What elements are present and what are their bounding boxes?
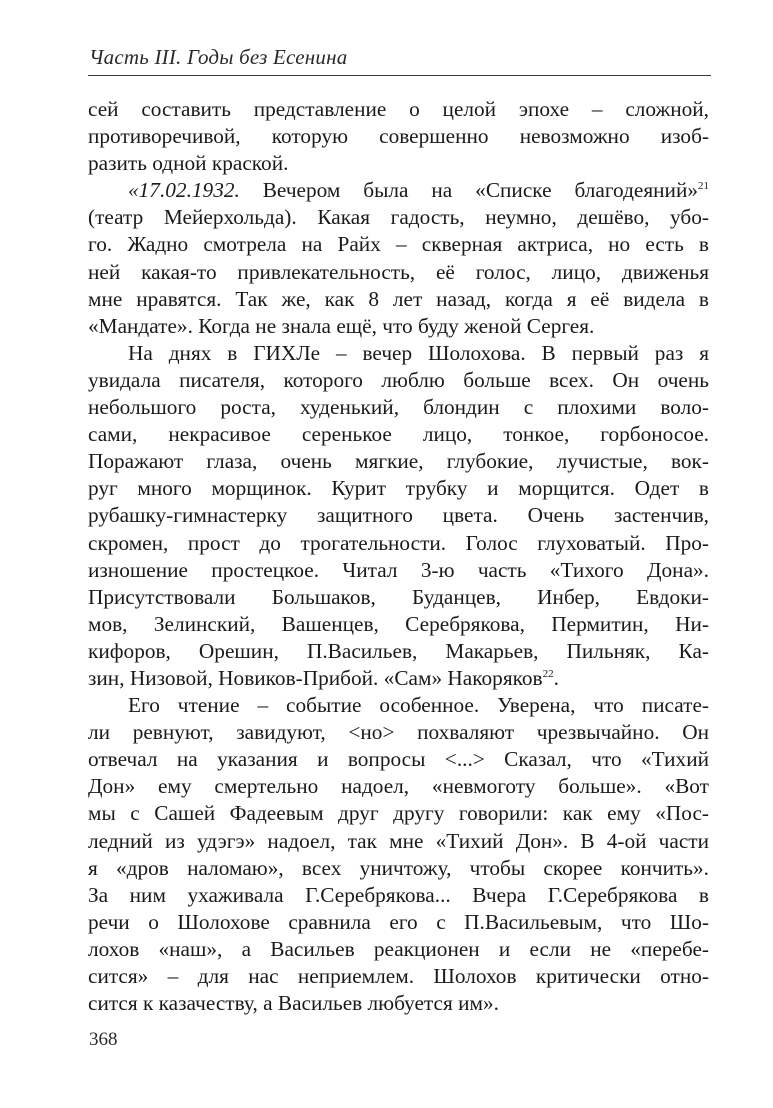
text-line: ли ревнуют, завидуют, <но> похваляют чрезвычайно. Он <box>88 720 709 745</box>
text-fragment: зин, Низовой, Новиков-Прибой. «Сам» Накоряков <box>88 665 543 690</box>
text-line: На днях в ГИХЛе – вечер Шолохова. В первый раз я <box>128 340 709 365</box>
text-line: «Мандате». Когда не знала ещё, что буду женой Сергея. <box>88 313 595 338</box>
running-head: Часть III. Годы без Есенина <box>89 45 348 69</box>
text-line: кифоров, Орешин, П.Васильев, Макарьев, Пильняк, Ка- <box>88 638 709 663</box>
footnote-ref: 21 <box>698 180 709 193</box>
text-line: изношение простецкое. Читал 3-ю часть «Тихого Дона». <box>88 557 709 582</box>
text-line: лохов «наш», а Васильев реакционен и если не «перебе- <box>88 936 709 961</box>
text-line: мы с Сашей Фадеевым друг другу говорили: как ему «Пос- <box>88 801 709 826</box>
footnote-ref: 22 <box>542 667 554 680</box>
diary-date: «17.02.1932. <box>128 178 240 203</box>
text-line: увидала писателя, которого люблю больше всех. Он очень <box>88 367 709 392</box>
text-line: сами, некрасивое серенькое лицо, тонкое, горбоносое. <box>88 422 709 447</box>
text-line: мне нравятся. Так же, как 8 лет назад, когда я её видела в <box>88 286 709 311</box>
text-line: я «дров наломаю», всех уничтожу, чтобы скорее кончить». <box>88 855 709 880</box>
text-line: сится к казачеству, а Васильев любуется им». <box>88 991 499 1016</box>
text-line: мов, Зелинский, Вашенцев, Серебрякова, Пермитин, Ни- <box>88 611 709 636</box>
text-line: Дон» ему смертельно надоел, «невмоготу больше». «Вот <box>88 774 709 799</box>
text-line: Присутствовали Большаков, Буданцев, Инбер, Евдоки- <box>88 584 709 609</box>
text-line <box>88 177 709 204</box>
text-line: противоречивой, которую совершенно невозможно изоб- <box>88 124 709 149</box>
text-line: отвечал на указания и вопросы <...> Сказал, что «Тихий <box>88 747 709 772</box>
text-line: рубашку-гимнастерку защитного цвета. Очень застенчив, <box>88 503 709 528</box>
text-line: разить одной краской. <box>88 151 289 176</box>
text-line: сей составить представление о целой эпохе – сложной, <box>88 97 709 121</box>
text-line: скромен, прост до трогательности. Голос глуховатый. Про- <box>88 530 709 555</box>
body-text <box>88 96 709 1017</box>
text-fragment: . <box>553 665 559 690</box>
text-line: За ним ухаживала Г.Серебрякова... Вчера Г.Серебрякова в <box>88 882 709 907</box>
page-number: 368 <box>89 1029 118 1050</box>
text-line <box>88 665 709 692</box>
text-line: небольшого роста, худенький, блондин с плохими воло- <box>88 395 709 420</box>
text-line: го. Жадно смотрела на Райх – скверная актриса, но есть в <box>88 232 709 257</box>
text-fragment: Вечером была на «Списке благодеяний» <box>239 178 698 203</box>
header-rule <box>88 75 711 76</box>
text-line: ней какая-то привлекательность, её голос, лицо, движенья <box>88 259 709 284</box>
text-line: ледний из удэгэ» надоел, так мне «Тихий Дон». В 4-ой части <box>88 828 709 853</box>
text-line: Его чтение – событие особенное. Уверена, что писате- <box>128 693 709 718</box>
text-line: сится» – для нас неприемлем. Шолохов критически отно- <box>88 964 709 988</box>
text-line: Поражают глаза, очень мягкие, глубокие, лучистые, вок- <box>88 449 709 474</box>
text-line: речи о Шолохове сравнила его с П.Васильевым, что Шо- <box>88 909 709 934</box>
text-line: руг много морщинок. Курит трубку и морщится. Одет в <box>88 476 709 501</box>
text-line: (театр Мейерхольда). Какая гадость, неумно, дешёво, убо- <box>88 205 709 230</box>
